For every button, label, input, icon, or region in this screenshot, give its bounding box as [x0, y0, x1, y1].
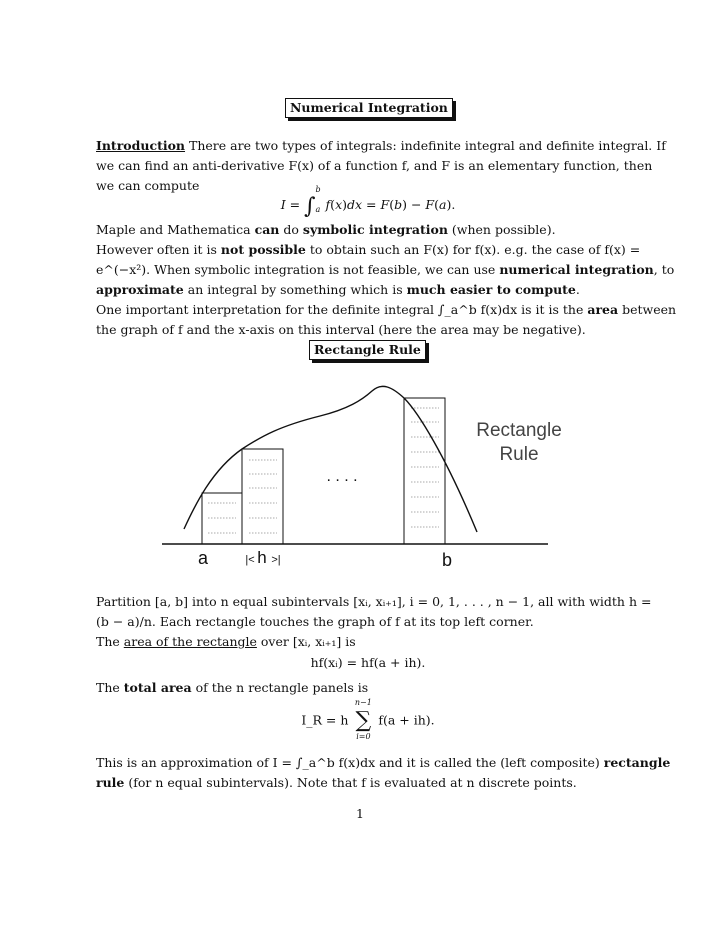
intro-heading: Introduction	[96, 138, 186, 153]
approx-line-2: rule (for n equal subintervals). Note that f is evaluated at n discrete points.	[96, 775, 577, 790]
partition-line-3: The area of the rectangle over [xᵢ, xᵢ₊₁] is	[96, 634, 356, 649]
rectangle-panel-last	[404, 398, 445, 544]
axis-label-b: b	[441, 550, 453, 570]
however-line-2: e^(−x²). When symbolic integration is not feasible, we can use numerical integration, to	[96, 262, 675, 277]
area-of-rectangle-underlined: area of the rectangle	[123, 634, 257, 649]
panel-1-hatching	[208, 503, 236, 533]
equation-1: I = ∫ b a f(x)dx = F(b) − F(a).	[280, 185, 456, 219]
partition-line-2: (b − a)/n. Each rectangle touches the graph of f at its top left corner.	[96, 614, 534, 629]
interp-line-1: One important interpretation for the definite integral ∫_a^b f(x)dx is it is the area between	[96, 302, 677, 317]
axis-label-a: a	[197, 548, 209, 568]
page-title: Numerical Integration	[285, 98, 453, 118]
interp-line-2: the graph of f and the x-axis on this interval (here the area may be negative).	[96, 322, 586, 337]
section-title-rectangle-rule: Rectangle Rule	[309, 340, 426, 360]
intro-text-1: There are two types of integrals: indefinite integral and definite integral. If	[189, 138, 666, 153]
equation-3-lhs: I_R = h	[301, 712, 349, 728]
rectangle-panel-1	[202, 493, 242, 544]
width-marker-right: >|	[271, 554, 281, 566]
however-line-3: approximate an integral by something which is much easier to compute.	[96, 282, 580, 297]
maple-line: Maple and Mathematica can do symbolic integration (when possible).	[96, 222, 556, 237]
equation-3	[96, 698, 640, 741]
page-number: 1	[356, 806, 364, 821]
figure-ellipsis: . . . .	[326, 468, 358, 485]
sigma-symbol: n−1 ∑ i=0	[354, 698, 372, 741]
total-area-line: The total area of the n rectangle panels is	[96, 680, 369, 695]
partition-line-1: Partition [a, b] into n equal subintervals [xᵢ, xᵢ₊₁], i = 0, 1, . . . , n − 1, all with width h =	[96, 594, 652, 609]
width-label-h: h	[257, 548, 267, 567]
rectangle-panel-2	[242, 449, 283, 544]
figure-label-rule: Rule	[499, 444, 539, 465]
equation-3-rhs: f(a + ih).	[378, 712, 435, 728]
however-line-1: However often it is not possible to obtain such an F(x) for f(x). e.g. the case of f(x) =	[96, 242, 641, 257]
approx-line-1: This is an approximation of I = ∫_a^b f(x)dx and it is called the (left composite) rectangle	[96, 755, 671, 770]
intro-line-3: we can compute	[96, 178, 200, 193]
width-marker-left: |<	[245, 554, 255, 566]
figure-label-rectangle: Rectangle	[476, 420, 562, 441]
panel-2-hatching	[249, 460, 277, 533]
intro-line-2: we can find an anti-derivative F(x) of a function f, and F is an elementary function, then	[96, 158, 653, 173]
approximation-paragraph	[96, 753, 671, 793]
equation-2: hf(xᵢ) = hf(a + ih).	[310, 655, 426, 670]
partition-paragraph	[96, 592, 652, 652]
